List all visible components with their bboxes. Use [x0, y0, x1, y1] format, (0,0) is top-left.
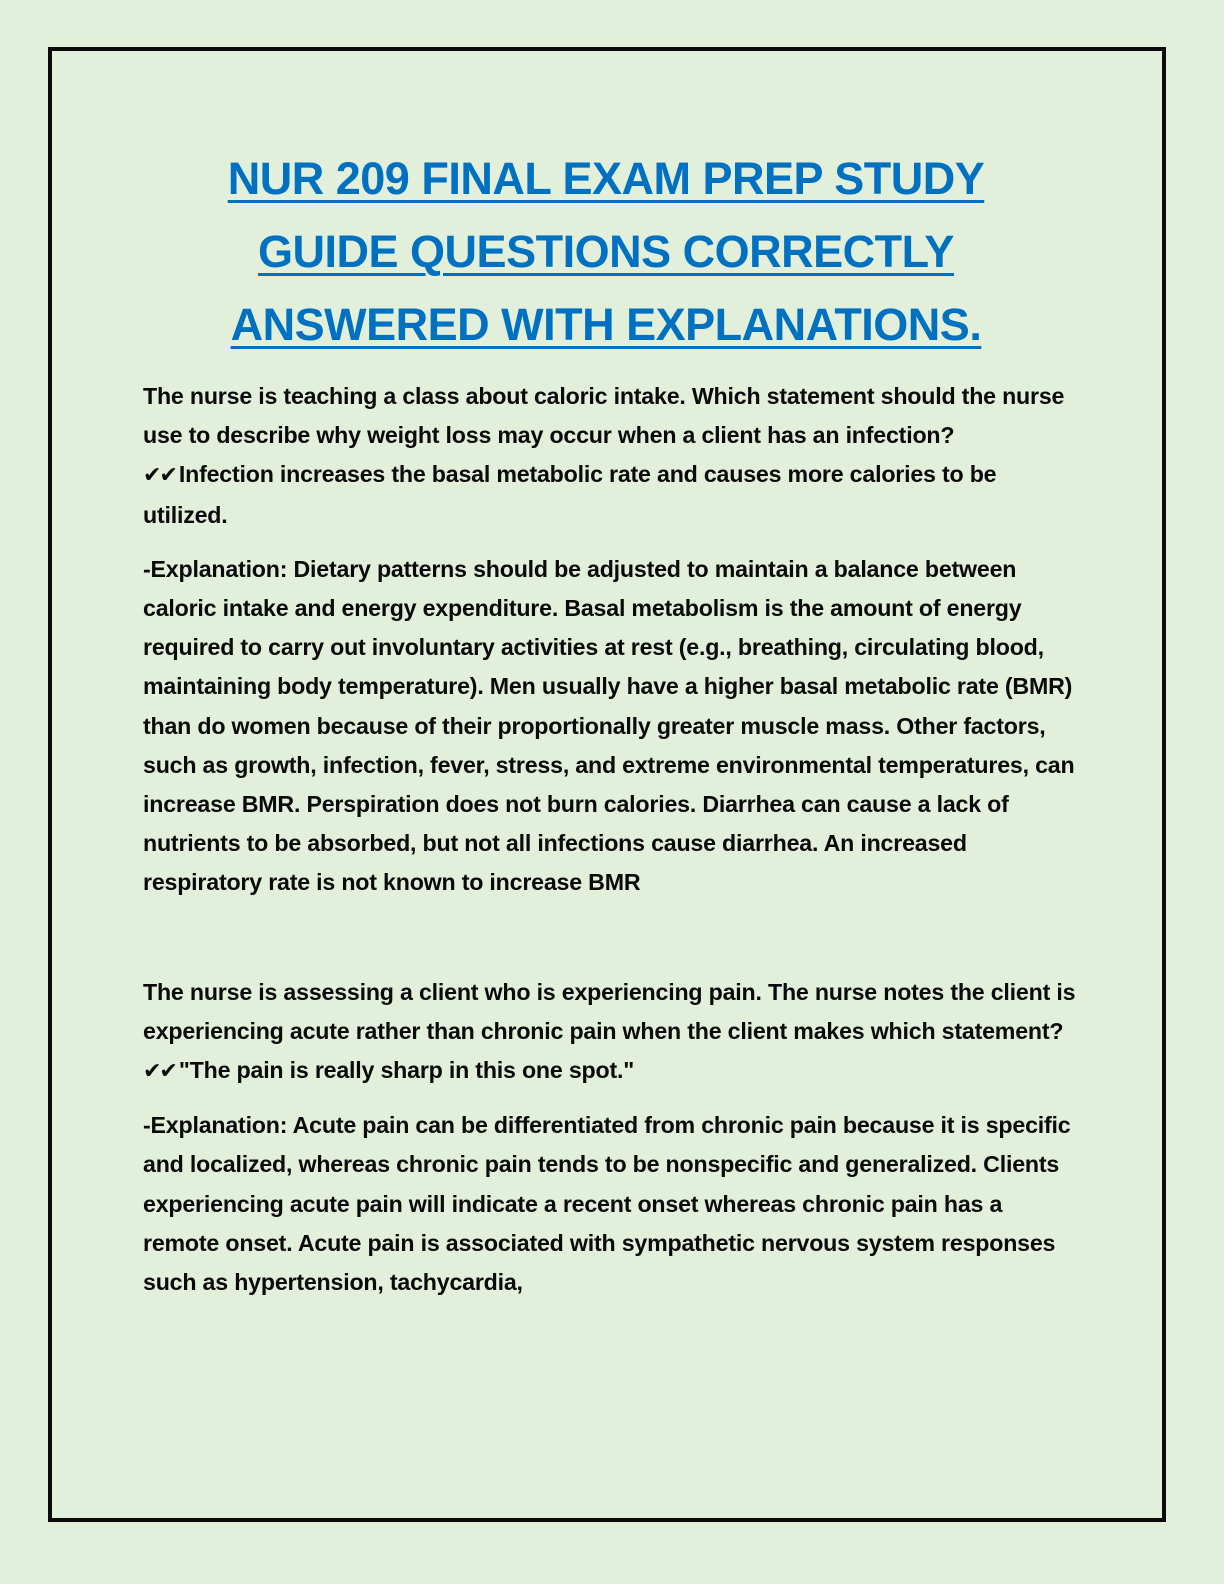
document-body — [143, 377, 1083, 1302]
title-line-2: GUIDE QUESTIONS CORRECTLY — [258, 226, 954, 277]
answer-text: Infection increases the basal metabolic rate and causes more calories to be utilized. — [143, 461, 997, 528]
question-text: The nurse is teaching a class about caloric intake. Which statement should the nurse use to describe why weight loss may occur when a client has an infection? — [143, 383, 1065, 449]
answer-text: "The pain is really sharp in this one spot." — [178, 1057, 635, 1084]
double-check-icon: ✔✔ — [143, 463, 176, 489]
qa-item-2 — [143, 973, 1083, 1303]
answer-row — [143, 455, 1083, 534]
qa-item-1 — [143, 377, 1083, 903]
document-title — [150, 142, 1062, 361]
title-line-3: ANSWERED WITH EXPLANATIONS. — [230, 299, 982, 350]
question-text: The nurse is assessing a client who is experiencing pain. The nurse notes the client is experiencing acute rather than chronic pain when the client makes which statement? — [143, 978, 1076, 1044]
explanation-text: -Explanation: Acute pain can be differentiated from chronic pain because it is specific and localized, whereas chronic pain tends to be nonspecific and generalized. Clients experiencing acute pain will indicate a recent onset whereas chronic pain has a remote onset. Acute pain is associated with sympathetic nervous system responses such as hypertension, tachycardia, — [143, 1112, 1071, 1296]
title-line-1: NUR 209 FINAL EXAM PREP STUDY — [227, 153, 985, 204]
explanation-text: -Explanation: Dietary patterns should be adjusted to maintain a balance between caloric intake and energy expenditure. Basal metabolism is the amount of energy required to carry out involuntary activities at rest (e.g., breathing, circulating blood, maintaining body temperature). Men usually have a higher basal metabolic rate (BMR) than do women because of their proportionally greater muscle mass. Other factors, such as growth, infection, fever, stress, and extreme environmental temperatures, can increase BMR. Perspiration does not burn calories. Diarrhea can cause a lack of nutrients to be absorbed, but not all infections cause diarrhea. An increased respiratory rate is not known to increase BMR — [143, 555, 1075, 896]
double-check-icon: ✔✔ — [143, 1059, 176, 1085]
answer-row — [143, 1051, 1083, 1091]
